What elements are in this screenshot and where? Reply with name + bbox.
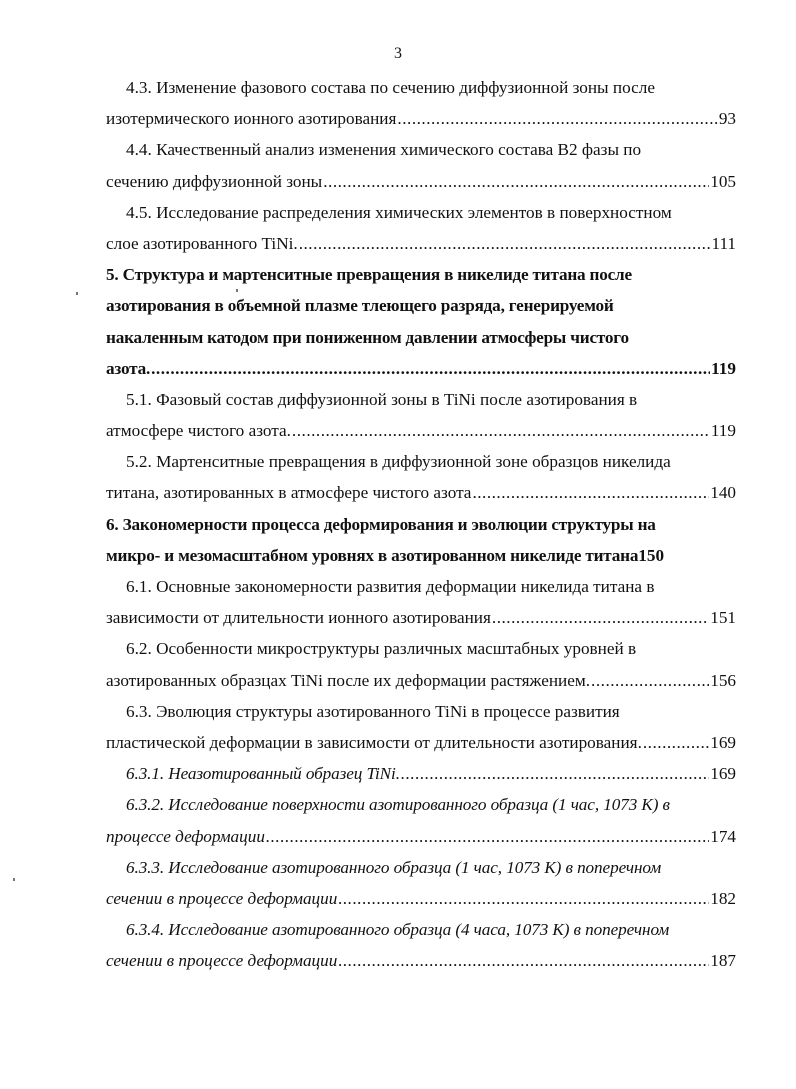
- toc-entry-6-3-2-line-2[interactable]: процессе деформации ..... 174: [106, 821, 736, 852]
- toc-entry-5-1-line-2[interactable]: атмосфере чистого азота. ..... 119: [106, 415, 736, 446]
- toc-chapter-5-line-3: накаленным катодом при пониженном давлении атмосферы чистого: [106, 327, 629, 347]
- toc-entry-4-3-line-2[interactable]: изотермического ионного азотирования ..... 93: [106, 103, 736, 134]
- page-ref: 156: [710, 670, 736, 690]
- leader-dots: [292, 415, 710, 446]
- leader-dots: [151, 353, 710, 384]
- toc-entry-6-3-2-line-1: 6.3.2. Исследование поверхности азотированного образца (1 час, 1073 К) в: [126, 795, 670, 815]
- toc-entry-4-4-line-1: 4.4. Качественный анализ изменения химического состава В2 фазы по: [126, 140, 642, 160]
- page-ref: 150: [638, 545, 665, 565]
- scan-speck: [76, 292, 78, 295]
- toc-chapter-5-line-1: 5. Структура и мартенситные превращения в никелиде титана после: [106, 265, 632, 285]
- toc-entry-4-3-line-1: 4.3. Изменение фазового состава по сечению диффузионной зоны после: [126, 78, 655, 97]
- toc-entry-6-2-line-1: 6.2. Особенности микроструктуры различных масштабных уровней в: [126, 639, 637, 659]
- toc-chapter-6-line-1: 6. Закономерности процесса деформирования и эволюции структуры на: [106, 514, 656, 534]
- leader-dots: [397, 103, 717, 134]
- leader-dots: [323, 166, 709, 197]
- toc-entry-6-2-line-2[interactable]: азотированных образцах TiNi после их деформации растяжением. ..... 156: [106, 665, 736, 696]
- toc-entry-6-1-line-1: 6.1. Основные закономерности развития деформации никелида титана в: [126, 577, 655, 596]
- scan-speck: [13, 878, 15, 881]
- toc-entry-6-3-4-line-2[interactable]: сечении в процессе деформации ..... 187: [106, 945, 736, 976]
- toc-entry-4-4-line-2[interactable]: сечению диффузионной зоны ..... 105: [106, 166, 736, 197]
- page-number: 3: [394, 45, 402, 62]
- table-of-contents: [106, 72, 736, 976]
- toc-chapter-5-line-4[interactable]: азота. ..... 119: [106, 353, 736, 384]
- page-ref: 105: [710, 171, 736, 191]
- toc-entry-5-2-line-2[interactable]: титана, азотированных в атмосфере чистого азота ..... 140: [106, 477, 736, 508]
- page-ref: 169: [710, 764, 736, 784]
- leader-dots: [338, 883, 709, 914]
- page-ref: 111: [711, 233, 736, 253]
- toc-chapter-6-line-2[interactable]: микро- и мезомасштабном уровнях в азотированном никелиде титана 150: [106, 540, 736, 571]
- leader-dots: [266, 821, 709, 852]
- page-ref: 187: [710, 951, 736, 971]
- toc-chapter-5-line-2: азотирования в объемной плазме тлеющего разряда, генерируемой: [106, 296, 614, 316]
- leader-dots: [472, 477, 709, 508]
- toc-entry-6-1-line-2[interactable]: зависимости от длительности ионного азотирования ..... 151: [106, 602, 736, 633]
- toc-entry-4-5-line-1: 4.5. Исследование распределения химических элементов в поверхностном: [126, 202, 672, 222]
- page-ref: 174: [710, 826, 736, 846]
- toc-entry-6-3-3-line-1: 6.3.3. Исследование азотированного образца (1 час, 1073 К) в поперечном: [126, 857, 662, 877]
- page-ref: 169: [710, 732, 736, 752]
- leader-dots: [299, 228, 711, 259]
- toc-entry-5-2-line-1: 5.2. Мартенситные превращения в диффузионной зоне образцов никелида: [126, 452, 671, 472]
- page-ref: 151: [710, 608, 736, 628]
- leader-dots: [643, 727, 709, 758]
- toc-entry-6-3-1[interactable]: 6.3.1. Неазотированный образец TiNi. ..... 169: [106, 758, 736, 789]
- toc-entry-6-3-line-2[interactable]: пластической деформации в зависимости от длительности азотирования. ..... 169: [106, 727, 736, 758]
- toc-entry-6-3-4-line-1: 6.3.4. Исследование азотированного образца (4 часа, 1073 К) в поперечном: [126, 920, 670, 940]
- page-ref: 119: [711, 358, 736, 378]
- leader-dots: [591, 665, 709, 696]
- page-ref: 140: [710, 483, 736, 503]
- toc-entry-5-1-line-1: 5.1. Фазовый состав диффузионной зоны в TiNi после азотирования в: [126, 389, 638, 409]
- scan-speck: [236, 289, 238, 292]
- toc-entry-6-3-line-1: 6.3. Эволюция структуры азотированного TiNi в процессе развития: [126, 701, 620, 721]
- page-ref: 119: [710, 421, 736, 441]
- toc-entry-4-5-line-2[interactable]: слое азотированного TiNi. ..... 111: [106, 228, 736, 259]
- page-ref: 182: [710, 888, 736, 908]
- leader-dots: [338, 945, 709, 976]
- leader-dots: [492, 602, 709, 633]
- leader-dots: [401, 758, 709, 789]
- toc-entry-6-3-3-line-2[interactable]: сечении в процессе деформации ..... 182: [106, 883, 736, 914]
- page-ref: 93: [718, 109, 736, 129]
